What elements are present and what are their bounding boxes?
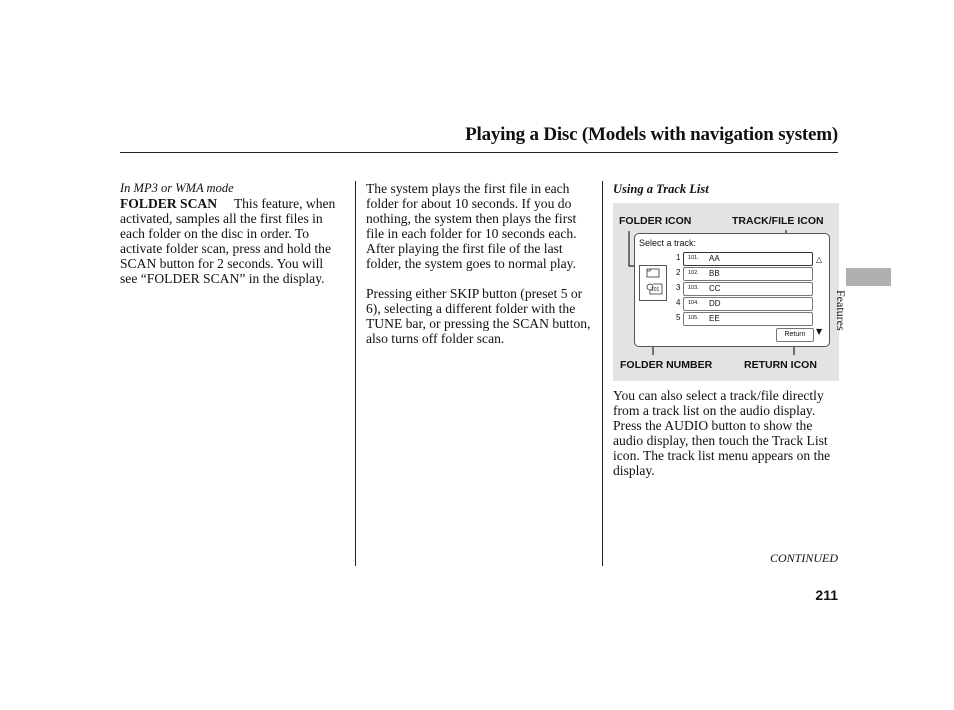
track-list-figure — [613, 203, 839, 381]
header-rule — [120, 152, 838, 153]
track-name: BB — [709, 269, 720, 278]
track-code: 102. — [688, 270, 699, 276]
middle-paragraph-1: The system plays the first file in each folder for about 10 seconds. If you do nothing, the system then plays the first file in each folder for 10 seconds each. After playing the first file of the last folder, the system goes to normal play. — [366, 181, 577, 271]
track-number: 5 — [676, 313, 681, 322]
figure-caption: Using a Track List — [613, 182, 709, 196]
track-number: 1 — [676, 253, 681, 262]
track-item[interactable] — [676, 267, 813, 281]
track-code: 101. — [688, 255, 699, 261]
track-name: EE — [709, 314, 720, 323]
left-column — [120, 181, 342, 286]
track-code: 103. — [688, 285, 699, 291]
folder-icon[interactable] — [640, 266, 666, 300]
track-name: CC — [709, 284, 721, 293]
track-list-paragraph: You can also select a track/file directly from a track list on the audio display. Press the AUDIO button to show the audio display, then touch the Track List icon. The track list menu appears on the display. — [613, 388, 831, 478]
page-number: 211 — [815, 587, 838, 603]
track-item[interactable] — [676, 252, 813, 266]
track-file-icon-label: TRACK/FILE ICON — [732, 215, 824, 227]
return-icon-label: RETURN ICON — [744, 359, 817, 371]
section-label: Features — [834, 290, 848, 331]
folder-panel — [639, 265, 667, 301]
folder-scan-text: This feature, when activated, samples all the first files in each folder on the disc in order. To activate folder scan, press and hold the SCAN button for 2 seconds. You will see “FOLDER SCAN” in the display. — [120, 196, 336, 286]
folder-scan-heading: FOLDER SCAN — [120, 196, 218, 211]
column-divider — [355, 181, 356, 566]
track-number: 2 — [676, 268, 681, 277]
track-item[interactable] — [676, 297, 813, 311]
track-number: 4 — [676, 298, 681, 307]
column-divider — [602, 181, 603, 566]
page-title: Playing a Disc (Models with navigation system) — [465, 124, 838, 145]
right-column-text — [613, 388, 841, 478]
track-name: DD — [709, 299, 721, 308]
track-code: 105. — [688, 315, 699, 321]
return-button[interactable]: Return — [776, 328, 814, 342]
folder-number: 101 — [651, 287, 660, 293]
screen-title: Select a track: — [639, 238, 697, 248]
mode-label: In MP3 or WMA mode — [120, 181, 234, 195]
middle-paragraph-2: Pressing either SKIP button (preset 5 or 6), selecting a different folder with the TUNE bar, or pressing the SCAN button, also turns off folder scan. — [366, 286, 591, 346]
section-tab — [846, 268, 891, 286]
track-item[interactable] — [676, 282, 813, 296]
track-item[interactable] — [676, 312, 813, 326]
track-select-screen — [634, 233, 830, 347]
middle-column — [366, 181, 594, 346]
scroll-down-icon[interactable]: ▼ — [816, 327, 823, 336]
scroll-up-icon[interactable]: △ — [816, 255, 823, 264]
continued-label: CONTINUED — [769, 551, 838, 565]
track-name: AA — [709, 254, 720, 263]
folder-scan-paragraph — [120, 196, 342, 286]
track-code: 104. — [688, 300, 699, 306]
folder-number-label: FOLDER NUMBER — [620, 359, 713, 371]
track-number: 3 — [676, 283, 681, 292]
folder-icon-label: FOLDER ICON — [619, 215, 692, 227]
